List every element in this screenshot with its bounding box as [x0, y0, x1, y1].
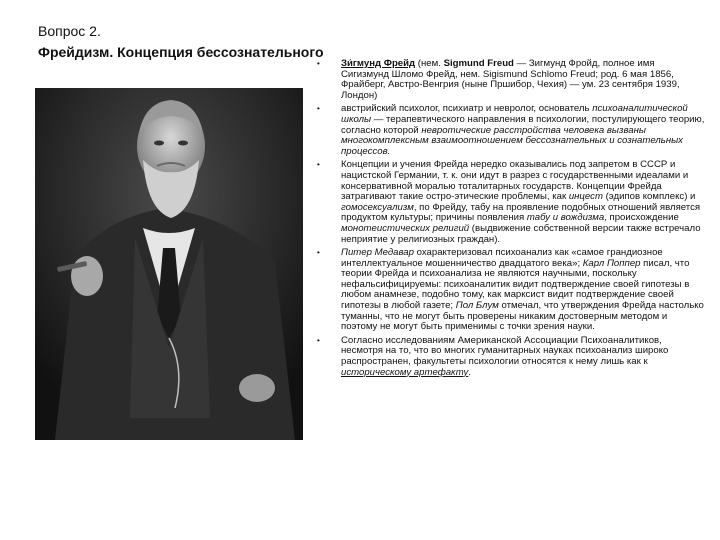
portrait-icon	[35, 88, 303, 440]
text-segment: (выдвижение собственной версии также встречало неприятие у религиозных граждан).	[341, 222, 701, 245]
list-item	[313, 104, 705, 157]
text-segment: Концепции и учения Фрейда нередко оказывались под запретом в СССР и нацистской Германии, т. к. они идут в разрез с государственными идеалами и консервативной моралью тоталитарных государств. Концепции Фрейда затрагивают такие остро-этические проблемы, как	[341, 159, 689, 203]
italic-segment: психоаналитической школы	[341, 103, 688, 125]
italic-segment: невротические расстройства человека вызваны многокомплексным взаимоотношением бессознательных и сознательных процессов.	[341, 124, 683, 157]
italic-segment: гомосексуализм	[341, 201, 414, 213]
text-segment: Согласно исследованиям Американской Ассоциации Психоаналитиков, несмотря на то, что во многих гуманитарных науках психоанализ широко распространен, факультеты психологии относятся к нему лишь как к	[341, 334, 669, 368]
italic-segment: монотеистических религий	[341, 222, 470, 234]
bullet-icon: •	[317, 160, 320, 170]
list-item	[313, 59, 705, 101]
list-item	[313, 336, 705, 378]
text-segment: охарактеризовал психоанализ как «самое грандиозное интеллектуальное мошенничество двадцатого века»;	[341, 247, 663, 269]
italic-segment: историческому артефакту	[341, 366, 469, 378]
slide-title: Фрейдизм. Концепция бессознательного	[38, 44, 324, 60]
text-segment: (нем.	[415, 58, 444, 69]
portrait-photo	[35, 88, 303, 440]
bullet-icon: •	[317, 248, 320, 258]
italic-segment: Карл Поппер	[582, 257, 641, 269]
text-segment: — Зигмунд Фройд, полное имя Сигизмунд Шломо Фрейд, нем. Sigismund Schlomo Freud; род. 6 мая 1856, Фрайберг, Австро-Венгрия (ныне Пршибор, Чехия) — ум. 23 сентября 1939, Лондон)	[341, 58, 680, 101]
text-segment: — терапевтического направления в психологии, постулирующего теорию, согласно которой	[341, 113, 705, 136]
text-segment: писал, что теории Фрейда и психоанализа не являются научными, поскольку нефальсифицируемы: психоаналитик видит подтверждение своей гипотезы в любом анамнезе, подобно тому, как марксист видит подтверждение своей гипотезы в любой газете;	[341, 257, 690, 312]
bullet-list	[313, 59, 705, 381]
freud-name: Зи́гмунд Фрейд	[341, 58, 416, 69]
text-segment: австрийский психолог, психиатр и невролог, основатель	[341, 103, 593, 115]
slide-heading	[38, 22, 324, 61]
text-segment: , происхождение	[604, 212, 679, 224]
text-segment: .	[468, 366, 471, 378]
text-segment: (эдипов комплекс) и	[602, 191, 696, 203]
italic-segment: табу и вождизма	[526, 212, 605, 224]
list-item	[313, 248, 705, 333]
text-segment: , по Фрейду, табу на проявление подобных отношений является продуктом культуры; причины появления	[341, 201, 701, 224]
bullet-icon: •	[317, 104, 320, 114]
italic-segment: Питер Медавар	[341, 247, 414, 259]
bullet-icon: •	[317, 335, 320, 345]
bullet-icon: •	[317, 59, 320, 68]
text-segment: отмечал, что утверждения Фрейда настолько туманны, что не могут быть проверены никаким достоверным методом и поэтому не могут быть применимы с точки зрения науки.	[341, 300, 704, 333]
italic-segment: инцест	[568, 191, 603, 203]
list-item	[313, 160, 705, 245]
italic-segment: Пол Блум	[455, 300, 499, 312]
german-name: Sigmund Freud	[443, 58, 514, 69]
question-label: Вопрос 2.	[38, 23, 101, 39]
